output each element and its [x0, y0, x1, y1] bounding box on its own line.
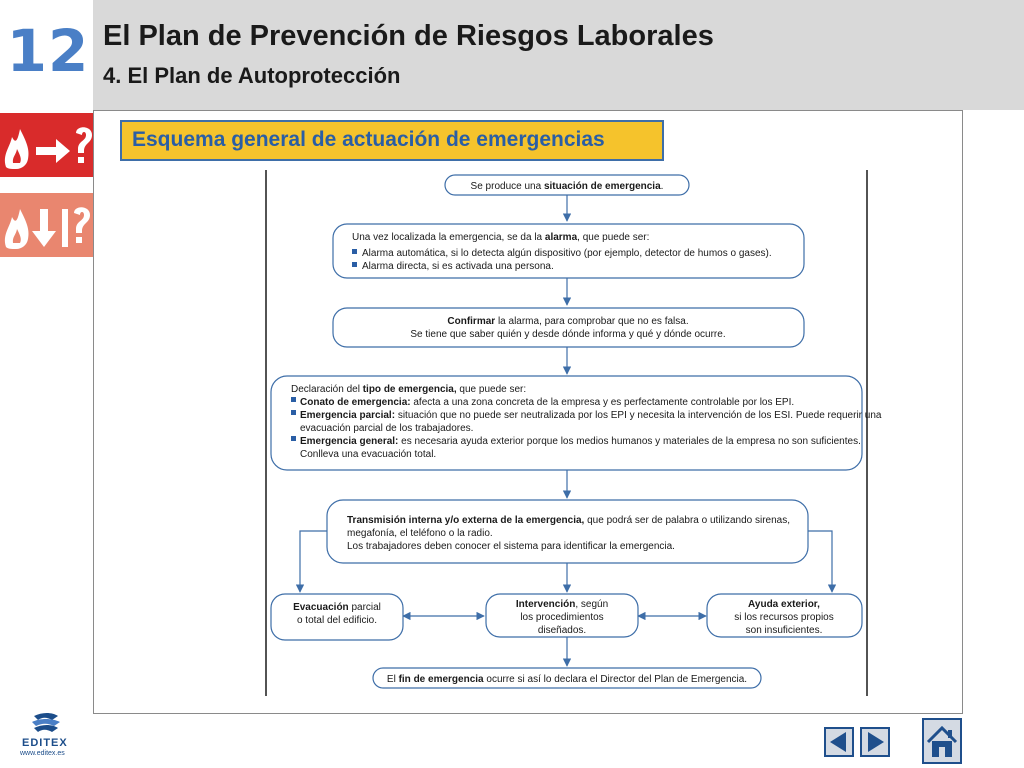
help-line3: son insuficientes.: [745, 625, 823, 636]
step-alarm-item: Alarma automática, si lo detecta algún dispositivo (por ejemplo, detector de humos o gases).: [362, 248, 772, 259]
help-line2: si los recursos propios: [734, 612, 834, 623]
step-type-general: Emergencia general: es necesaria ayuda exterior porque los medios humanos y materiales de la empresa no son suficientes.: [300, 436, 861, 447]
step-type-intro: Declaración del tipo de emergencia, que puede ser:: [291, 384, 527, 395]
page-subtitle: 4. El Plan de Autoprotección: [103, 63, 401, 88]
step-alarm-intro: Una vez localizada la emergencia, se da la alarma, que puede ser:: [352, 232, 650, 243]
step-type-parcial: Emergencia parcial: situación que no puede ser neutralizada por los EPI y necesita la intervención de los ESI. Puede requerir una: [300, 410, 882, 421]
triangle-right-icon: [862, 729, 888, 755]
fire-down-sign-icon: [0, 193, 93, 257]
step-type-general-cont: Conlleva una evacuación total.: [300, 449, 437, 460]
next-button[interactable]: [860, 727, 890, 757]
header-bar: [93, 0, 1024, 110]
logo-text: EDITEX: [22, 737, 68, 749]
scheme-title: Esquema general de actuación de emergencias: [120, 120, 664, 161]
page-title: El Plan de Prevención de Riesgos Laborales: [103, 20, 714, 52]
intervention-line1: Intervención, según: [515, 599, 609, 610]
step-transmission-line3: Los trabajadores deben conocer el sistema para identificar la emergencia.: [347, 541, 675, 552]
emergency-flowchart: [94, 166, 964, 696]
step-alarm-item: Alarma directa, si es activada una persona.: [362, 261, 554, 272]
step-situation-text: Se produce una situación de emergencia.: [470, 181, 664, 192]
step-transmission-line2: megafonía, el teléfono o la radio.: [347, 528, 493, 539]
intervention-line2: los procedimientos: [520, 612, 604, 623]
editex-logo-icon: [12, 712, 78, 738]
unit-number: 12: [6, 17, 90, 85]
home-icon: [924, 720, 960, 762]
logo-url: www.editex.es: [20, 750, 65, 757]
step-confirm-line2: Se tiene que saber quién y desde dónde informa y qué y dónde ocurre.: [410, 329, 726, 340]
triangle-left-icon: [826, 729, 852, 755]
box-confirm: [333, 308, 804, 347]
evacuation-line1: Evacuación parcial: [293, 602, 381, 613]
evacuation-line2: o total del edificio.: [296, 615, 378, 626]
step-type-conato: Conato de emergencia: afecta a una zona concreta de la empresa y es perfectamente controlable por los EPI.: [300, 397, 795, 408]
fire-exit-sign-icon: [0, 113, 93, 177]
prev-button[interactable]: [824, 727, 854, 757]
home-button[interactable]: [922, 718, 962, 764]
step-confirm-line1: Confirmar la alarma, para comprobar que no es falsa.: [447, 316, 689, 327]
end-emergency-text: El fin de emergencia ocurre si así lo declara el Director del Plan de Emergencia.: [386, 674, 748, 685]
help-line1: Ayuda exterior,: [748, 599, 820, 610]
intervention-line3: diseñados.: [537, 625, 587, 636]
step-type-parcial-cont: evacuación parcial de los trabajadores.: [300, 423, 474, 434]
step-transmission-line1: Transmisión interna y/o externa de la emergencia, que podrá ser de palabra o utilizando sirenas,: [347, 515, 791, 526]
